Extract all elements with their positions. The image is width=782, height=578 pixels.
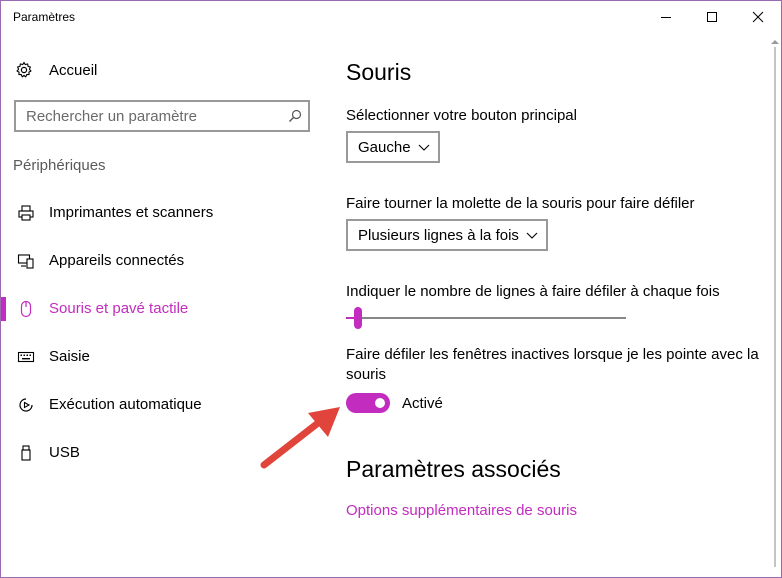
gear-icon xyxy=(15,61,33,79)
primary-button-label: Sélectionner votre bouton principal xyxy=(346,107,577,124)
title-bar xyxy=(1,1,781,33)
related-settings-heading: Paramètres associés xyxy=(346,456,561,482)
maximize-button[interactable] xyxy=(689,1,735,33)
window-title: Paramètres xyxy=(13,10,76,24)
minimize-icon xyxy=(660,11,672,23)
home-label: Accueil xyxy=(49,61,98,79)
sidebar-item-typing[interactable] xyxy=(1,337,323,377)
search-input[interactable] xyxy=(26,107,276,125)
devices-icon xyxy=(17,252,35,270)
slider-thumb[interactable] xyxy=(354,307,362,329)
toggle-knob xyxy=(375,398,385,408)
annotation-arrow-icon xyxy=(256,401,346,473)
main-content xyxy=(323,33,768,577)
sidebar-item-printers[interactable] xyxy=(1,193,323,233)
scrollbar[interactable] xyxy=(768,33,781,577)
section-label-devices: Périphériques xyxy=(13,157,106,174)
sidebar-item-label: Exécution automatique xyxy=(49,396,202,413)
more-mouse-options-link[interactable]: Options supplémentaires de souris xyxy=(346,502,577,519)
scroll-wheel-dropdown[interactable] xyxy=(346,219,548,251)
keyboard-icon xyxy=(17,348,35,366)
sidebar-item-connected-devices[interactable] xyxy=(1,241,323,281)
close-icon xyxy=(752,11,764,23)
chevron-down-icon xyxy=(418,142,430,152)
search-icon[interactable] xyxy=(288,109,302,123)
usb-icon xyxy=(17,444,35,462)
close-button[interactable] xyxy=(735,1,781,33)
chevron-down-icon xyxy=(526,230,538,240)
sidebar-item-label: Appareils connectés xyxy=(49,252,185,269)
lines-slider-label: Indiquer le nombre de lignes à faire défiler à chaque fois xyxy=(346,283,720,300)
sidebar-item-label: USB xyxy=(49,444,80,461)
lines-slider[interactable] xyxy=(346,317,626,319)
home-nav-item[interactable] xyxy=(15,59,97,81)
maximize-icon xyxy=(706,11,718,23)
search-box[interactable] xyxy=(14,100,310,132)
inactive-scroll-label: Faire défiler les fenêtres inactives lorsque je les pointe avec la souris xyxy=(346,346,759,383)
toggle-state-label: Activé xyxy=(402,395,443,412)
primary-button-dropdown[interactable] xyxy=(346,131,440,163)
printer-icon xyxy=(17,204,35,222)
scrollbar-thumb[interactable] xyxy=(774,47,776,567)
scroll-wheel-label: Faire tourner la molette de la souris pour faire défiler xyxy=(346,195,695,212)
scroll-up-icon[interactable] xyxy=(771,39,779,45)
sidebar-item-label: Saisie xyxy=(49,348,90,365)
sidebar xyxy=(1,33,323,577)
sidebar-item-label: Imprimantes et scanners xyxy=(49,204,214,221)
active-indicator xyxy=(1,297,6,321)
mouse-icon xyxy=(17,300,35,318)
minimize-button[interactable] xyxy=(643,1,689,33)
scroll-wheel-value: Plusieurs lignes à la fois xyxy=(358,226,519,244)
inactive-scroll-toggle[interactable] xyxy=(346,393,390,413)
autoplay-icon xyxy=(17,396,35,414)
page-title: Souris xyxy=(346,59,412,85)
sidebar-item-label: Souris et pavé tactile xyxy=(49,300,189,317)
sidebar-item-mouse-touchpad[interactable] xyxy=(1,289,323,329)
primary-button-value: Gauche xyxy=(358,138,411,156)
